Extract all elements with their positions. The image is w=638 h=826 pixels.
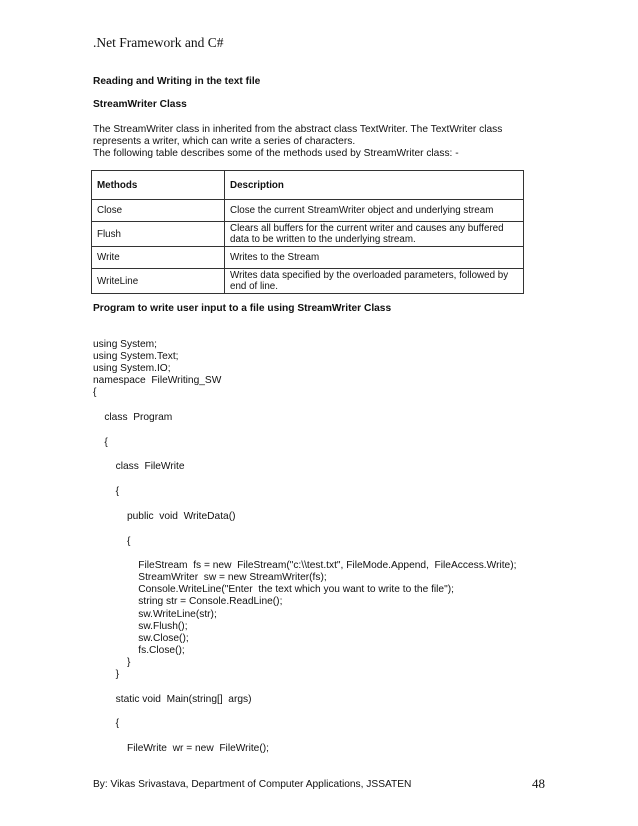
intro-paragraph: [93, 124, 502, 160]
code-line: string str = Console.ReadLine();: [93, 596, 283, 608]
code-blank-line: [93, 523, 516, 536]
code-line: static void Main(string[] args): [93, 693, 252, 705]
code-line: public void WriteData(): [93, 510, 236, 522]
intro-line: The StreamWriter class in inherited from the abstract class TextWriter. The TextWriter class: [93, 124, 503, 135]
code-line: class Program: [93, 412, 173, 424]
code-line: {: [93, 436, 108, 448]
code-line: namespace FileWriting_SW: [93, 375, 222, 387]
code-blank-line: [93, 424, 516, 437]
code-line: }: [93, 656, 131, 668]
table-row: [92, 200, 524, 222]
code-line: sw.WriteLine(str);: [93, 608, 217, 620]
description-line: Writes data specified by the overloaded parameters, followed by: [230, 270, 509, 281]
table-row: [92, 247, 524, 269]
running-header: .Net Framework and C#: [93, 35, 224, 50]
code-line: }: [93, 669, 120, 681]
code-line: FileWrite wr = new FileWrite();: [93, 743, 269, 755]
code-line: using System.Text;: [93, 351, 179, 363]
description-line: Clears all buffers for the current writer and causes any buffered: [230, 223, 504, 234]
code-line: class FileWrite: [93, 461, 185, 473]
code-blank-line: [93, 449, 516, 462]
intro-line: represents a writer, which can write a series of characters.: [93, 136, 356, 147]
method-description: [225, 269, 524, 294]
code-blank-line: [93, 498, 516, 511]
method-description: [225, 247, 524, 269]
code-line: StreamWriter sw = new StreamWriter(fs);: [93, 572, 327, 584]
code-blank-line: [93, 731, 516, 744]
footer-credit: By: Vikas Srivastava, Department of Computer Applications, JSSATEN: [93, 779, 412, 790]
table-row: [92, 222, 524, 247]
code-blank-line: [93, 474, 516, 487]
table-header-row: [92, 171, 524, 200]
code-blank-line: [93, 681, 516, 694]
method-name: Close: [92, 200, 225, 222]
program-heading: Program to write user input to a file using StreamWriter Class: [93, 303, 392, 314]
code-line: {: [93, 387, 97, 399]
method-description: [225, 222, 524, 247]
column-header-description: Description: [225, 171, 524, 200]
method-name: WriteLine: [92, 269, 225, 294]
description-line: data to be written to the underlying stream.: [230, 234, 416, 245]
code-line: {: [93, 718, 120, 730]
code-line: fs.Close();: [93, 644, 185, 656]
method-name: Flush: [92, 222, 225, 247]
code-listing: [93, 339, 516, 755]
methods-table: [91, 170, 524, 294]
description-line: end of line.: [230, 281, 278, 292]
intro-line: The following table describes some of the methods used by StreamWriter class: -: [93, 148, 459, 159]
description-line: Close the current StreamWriter object and underlying stream: [230, 205, 494, 216]
code-line: FileStream fs = new FileStream("c:\\test.txt", FileMode.Append, FileAccess.Write);: [93, 560, 517, 572]
code-line: sw.Flush();: [93, 620, 188, 632]
code-line: using System.IO;: [93, 363, 171, 375]
code-blank-line: [93, 548, 516, 561]
description-line: Writes to the Stream: [230, 252, 320, 263]
subsection-title: StreamWriter Class: [93, 99, 187, 110]
code-line: {: [93, 486, 120, 498]
column-header-methods: Methods: [92, 171, 225, 200]
code-blank-line: [93, 399, 516, 412]
method-description: [225, 200, 524, 222]
code-line: Console.WriteLine("Enter the text which you want to write to the file");: [93, 584, 454, 596]
section-title: Reading and Writing in the text file: [93, 76, 261, 87]
table-row: [92, 269, 524, 294]
page-number: 48: [532, 776, 545, 791]
code-line: {: [93, 535, 131, 547]
code-line: sw.Close();: [93, 632, 189, 644]
code-blank-line: [93, 706, 516, 719]
code-line: using System;: [93, 339, 157, 350]
method-name: Write: [92, 247, 225, 269]
